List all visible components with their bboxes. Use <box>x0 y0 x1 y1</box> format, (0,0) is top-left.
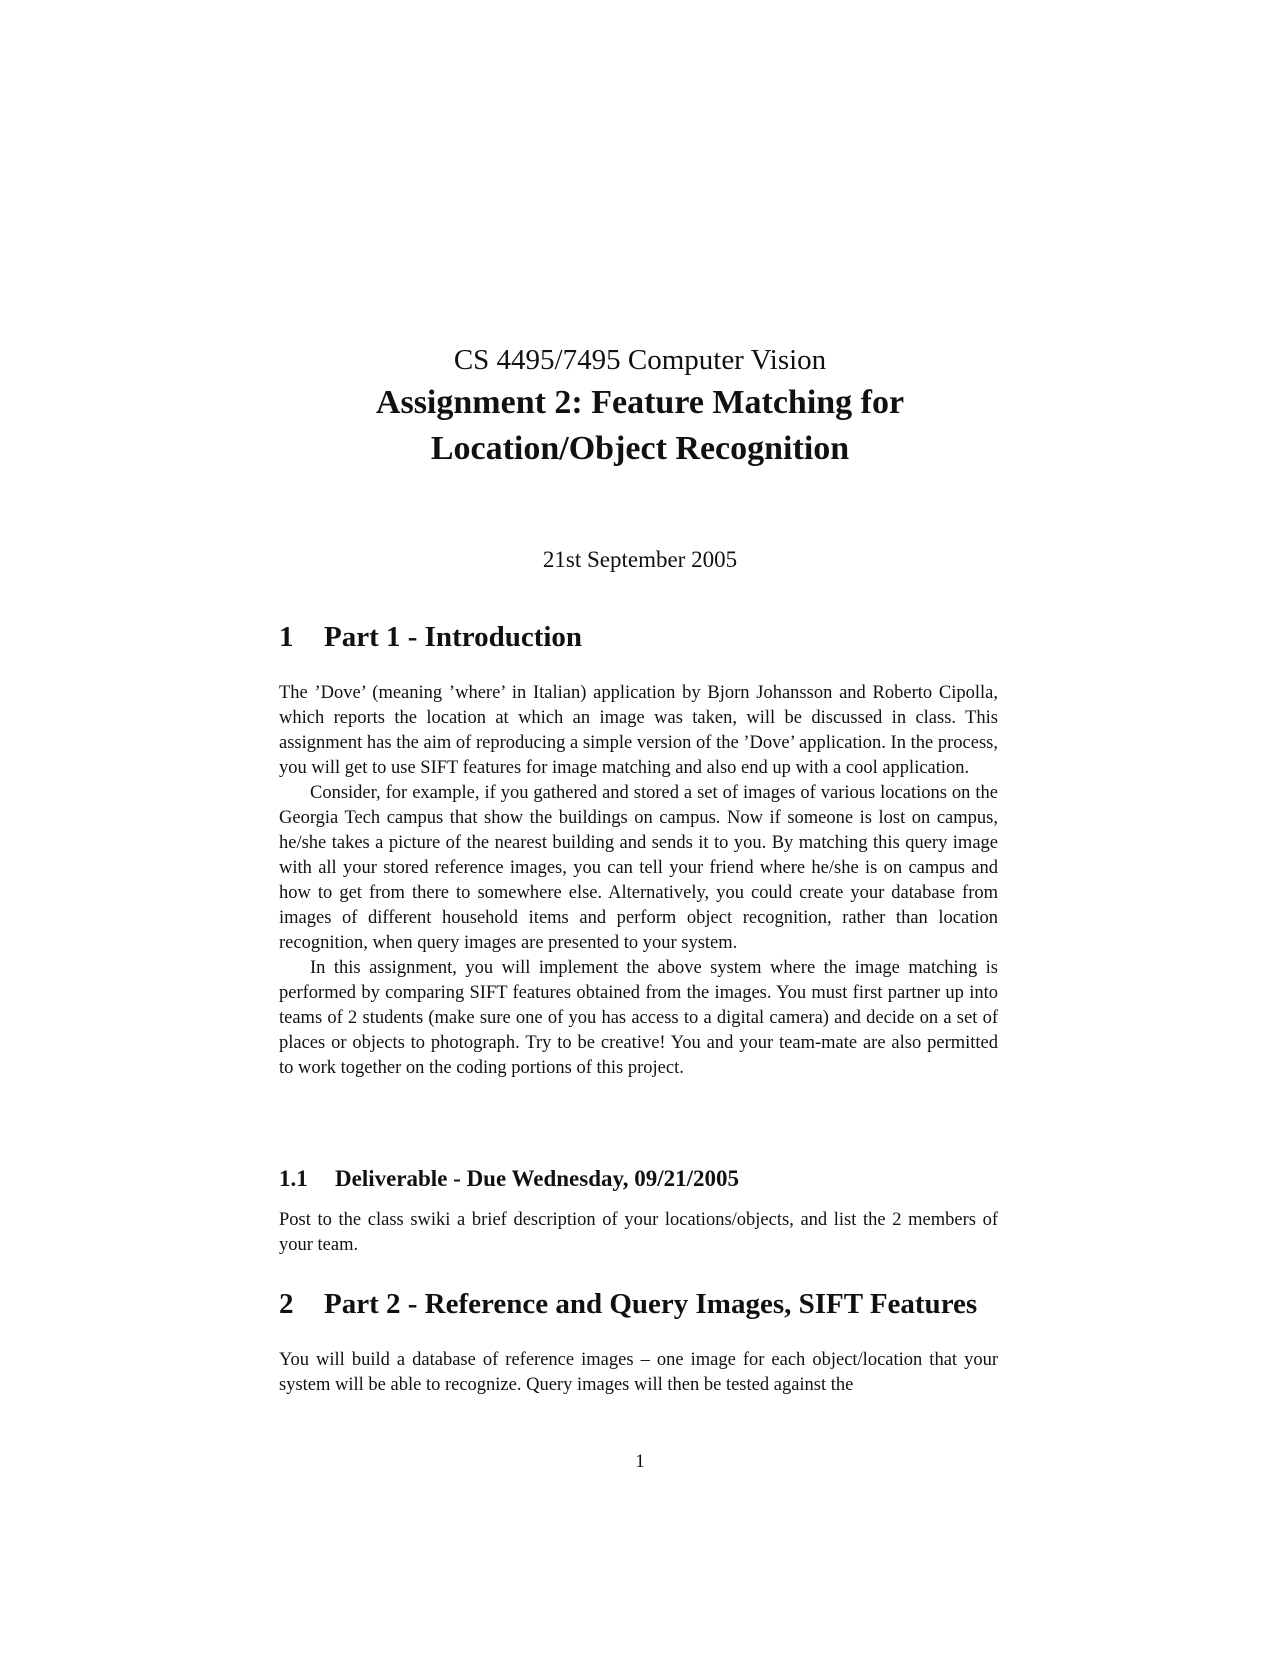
section-2-number: 2 <box>279 1288 294 1320</box>
section-1-body <box>279 681 998 1081</box>
document-date: 21st September 2005 <box>542 547 738 572</box>
subsection-1-1-title: Deliverable - Due Wednesday, 09/21/2005 <box>335 1166 739 1191</box>
section-2-body <box>279 1348 998 1398</box>
section-2-paragraph: You will build a database of reference images – one image for each object/location that your system will be able to recognize. Query images will then be tested against the <box>279 1350 998 1395</box>
subsection-1-1-body <box>279 1208 998 1258</box>
subsection-1-1-number: 1.1 <box>279 1166 308 1191</box>
section-1-paragraph-1: The ’Dove’ (meaning ’where’ in Italian) application by Bjorn Johansson and Roberto Cipolla, which reports the location at which an image was taken, will be discussed in class. This assignment has the aim of reproducing a simple version of the ’Dove’ application. In the process, you will get to use SIFT features for image matching and also end up with a cool application. <box>279 683 998 778</box>
section-1-heading <box>279 619 582 655</box>
section-1-number: 1 <box>279 621 294 653</box>
section-1-paragraph-2: Consider, for example, if you gathered and stored a set of images of various locations on the Georgia Tech campus that show the buildings on campus. Now if someone is lost on campus, he/she takes a picture of the nearest building and sends it to you. By matching this query image with all your stored reference images, you can tell your friend where he/she is on campus and how to get from there to somewhere else. Alternatively, you could create your database from images of different household items and perform object recognition, rather than location recognition, when query images are presented to your system. <box>279 783 998 953</box>
title-line-1: Assignment 2: Feature Matching for <box>375 384 905 421</box>
title-line-2: Location/Object Recognition <box>430 430 850 467</box>
page-number: 1 <box>635 1451 645 1472</box>
section-1-paragraph-3: In this assignment, you will implement the above system where the image matching is performed by comparing SIFT features obtained from the images. You must first partner up into teams of 2 students (make sure one of you has access to a digital camera) and decide on a set of places or objects to photograph. Try to be creative! You and your team-mate are also permitted to work together on the coding portions of this project. <box>279 958 998 1078</box>
subsection-1-1-heading <box>279 1164 739 1194</box>
section-1-title: Part 1 - Introduction <box>324 621 583 653</box>
course-name: CS 4495/7495 Computer Vision <box>453 344 827 376</box>
document-title <box>0 380 1280 472</box>
section-2-title: Part 2 - Reference and Query Images, SIFT Features <box>324 1288 978 1320</box>
section-2-heading <box>279 1286 977 1322</box>
subsection-1-1-paragraph: Post to the class swiki a brief description of your locations/objects, and list the 2 members of your team. <box>279 1210 998 1255</box>
